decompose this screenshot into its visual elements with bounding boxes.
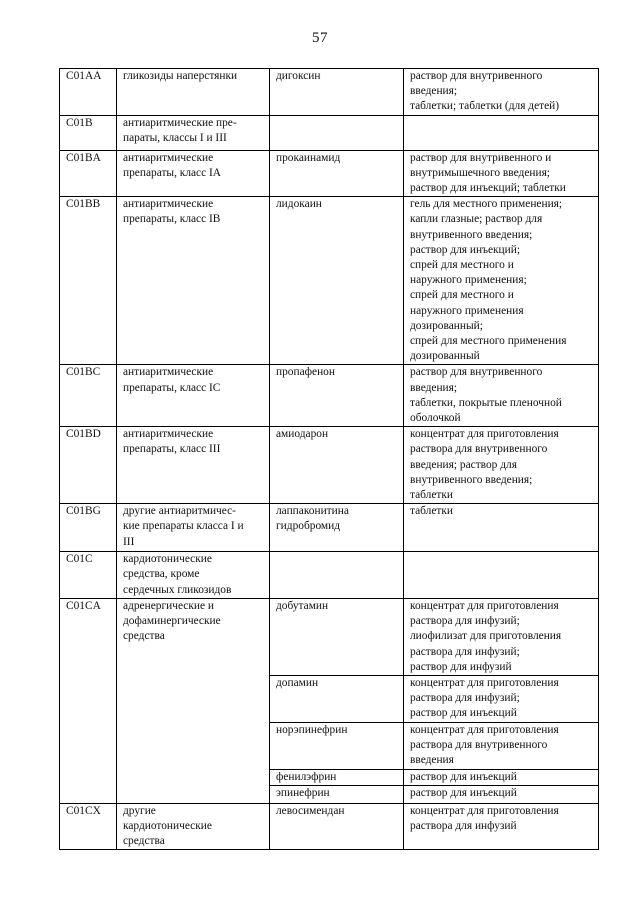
atc-code: C01BC [66, 366, 101, 379]
dosage-form: концентрат для приготовления раствора для инфузий; лиофилизат для приготовления раствора для инфузий; раствор для инфузий [410, 599, 562, 673]
dosage-form: концентрат для приготовления раствора для инфузий [410, 804, 559, 832]
drug-name: амиодарон [276, 428, 329, 441]
drug-name: левосимендан [276, 804, 345, 817]
drug-name: лаппаконитина гидробромид [276, 505, 349, 533]
dosage-form: концентрат для приготовления раствора для внутривенного введения [410, 723, 559, 766]
drug-name: фенилэфрин [276, 770, 337, 783]
drug-cell [270, 69, 404, 116]
drug-name: дигоксин [276, 70, 321, 82]
form-cell [404, 115, 599, 150]
drug-cell [270, 150, 404, 197]
table-row [60, 552, 599, 599]
atc-code: C01BA [66, 151, 101, 164]
form-cell [404, 197, 599, 365]
drug-cell [270, 675, 404, 722]
atc-code-cell [60, 115, 117, 150]
group-name: антиаритмические пре- параты, классы I и III [123, 116, 237, 144]
atc-code-cell [60, 552, 117, 599]
group-name: другие антиаритмичес- кие препараты класса I и III [123, 505, 244, 548]
group-name: гликозиды наперстянки [123, 70, 238, 82]
form-cell [404, 722, 599, 769]
group-cell [117, 150, 270, 197]
group-cell [117, 598, 270, 803]
group-name: другие кардиотонические средства [123, 804, 212, 848]
group-name: кардиотонические средства, кроме сердечных гликозидов [123, 553, 232, 596]
atc-code: C01CX [66, 804, 101, 817]
dosage-form: раствор для внутривенного введения; таблетки; таблетки (для детей) [410, 70, 560, 113]
drug-name: лидокаин [276, 198, 322, 211]
drug-cell [270, 115, 404, 150]
drug-name: пропафенон [276, 366, 335, 379]
group-cell [117, 365, 270, 427]
group-cell [117, 803, 270, 850]
form-cell [404, 803, 599, 850]
page-number: 57 [312, 30, 328, 46]
form-cell [404, 769, 599, 785]
drug-cell [270, 769, 404, 785]
dosage-form: концентрат для приготовления раствора для инфузий; раствор для инъекций [410, 676, 559, 720]
drug-name: допамин [276, 676, 319, 689]
table-row [60, 365, 599, 427]
group-name: антиаритмические препараты, класс III [123, 428, 221, 456]
drug-cell [270, 197, 404, 365]
table-row [60, 427, 599, 504]
group-cell [117, 504, 270, 552]
group-cell [117, 197, 270, 365]
drug-cell [270, 598, 404, 675]
atc-code: C01AA [66, 70, 102, 82]
group-name: антиаритмические препараты, класс IC [123, 366, 221, 394]
drug-cell [270, 427, 404, 504]
dosage-form: раствор для инъекций [410, 770, 517, 783]
form-cell [404, 675, 599, 722]
table-row [60, 803, 599, 850]
atc-code-cell [60, 69, 117, 116]
atc-code-cell [60, 598, 117, 803]
atc-code: C01CA [66, 599, 101, 612]
dosage-form: раствор для инъекций [410, 786, 517, 799]
atc-code-cell [60, 803, 117, 850]
table-row [60, 598, 599, 675]
group-name: адренергические и дофаминергические средства [123, 599, 221, 643]
form-cell [404, 785, 599, 803]
group-cell [117, 552, 270, 599]
group-name: антиаритмические препараты, класс IA [123, 151, 222, 179]
form-cell [404, 69, 599, 116]
atc-code-cell [60, 197, 117, 365]
drug-name: добутамин [276, 599, 329, 612]
drug-cell [270, 552, 404, 599]
table-row [60, 115, 599, 150]
atc-code-cell [60, 427, 117, 504]
atc-code: C01C [66, 553, 93, 566]
group-cell [117, 115, 270, 150]
table-row [60, 150, 599, 197]
drug-cell [270, 365, 404, 427]
form-cell [404, 150, 599, 197]
drug-cell [270, 722, 404, 769]
form-cell [404, 427, 599, 504]
drug-name: прокаинамид [276, 151, 341, 164]
dosage-form: раствор для внутривенного и внутримышечного введения; раствор для инъекций; таблетки [410, 151, 566, 195]
table-row [60, 197, 599, 365]
atc-code-cell [60, 150, 117, 197]
form-cell [404, 552, 599, 599]
atc-code: C01BB [66, 198, 101, 211]
atc-code: C01BD [66, 428, 101, 441]
atc-code-cell [60, 504, 117, 552]
dosage-form: концентрат для приготовления раствора для внутривенного введения; раствор для внутривенного введения; таблетки [410, 428, 559, 502]
table-row [60, 504, 599, 552]
group-cell [117, 69, 270, 116]
dosage-form: таблетки [410, 505, 454, 518]
group-name: антиаритмические препараты, класс IB [123, 198, 221, 226]
form-cell [404, 504, 599, 552]
atc-code-cell [60, 365, 117, 427]
atc-code: C01B [66, 116, 93, 129]
drug-name: норэпинефрин [276, 723, 348, 736]
table-row [60, 69, 599, 116]
form-cell [404, 365, 599, 427]
dosage-form: гель для местного применения; капли глазные; раствор для внутривенного введения; раствор для инъекций; спрей для местного и наружного применения; спрей для местного и наружного применения дозированный; спрей для местного применения дозированный [410, 198, 567, 363]
atc-code: C01BG [66, 505, 101, 518]
dosage-form: раствор для внутривенного введения; таблетки, покрытые пленочной оболочкой [410, 366, 562, 425]
drug-cell [270, 803, 404, 850]
form-cell [404, 598, 599, 675]
drug-cell [270, 785, 404, 803]
drug-cell [270, 504, 404, 552]
drug-name: эпинефрин [276, 786, 330, 799]
group-cell [117, 427, 270, 504]
drug-classification-table [59, 68, 599, 850]
